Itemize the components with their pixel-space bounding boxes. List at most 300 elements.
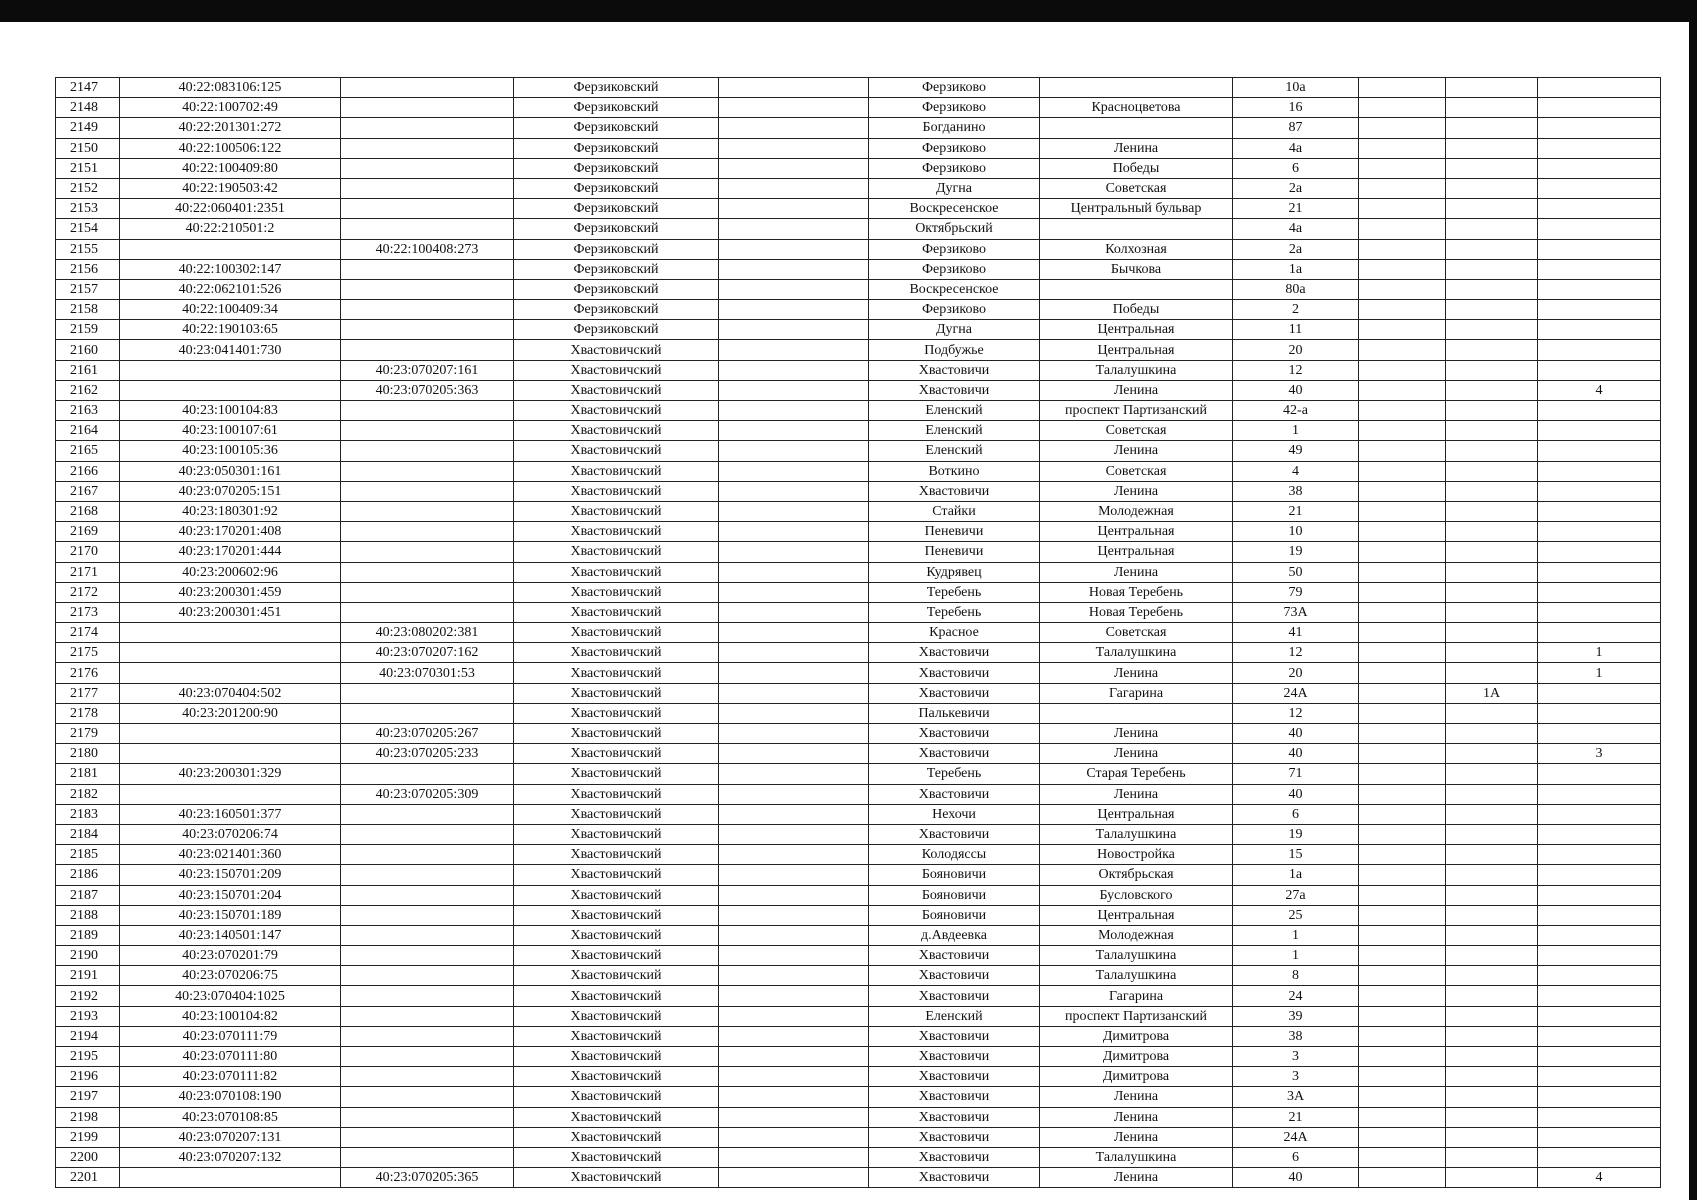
cadastral-number-cell: 40:23:021401:360 <box>120 845 341 865</box>
cadastral-number-cell: 40:23:200301:329 <box>120 764 341 784</box>
cadastral-number-cell <box>120 784 341 804</box>
row-number-cell: 2198 <box>56 1107 120 1127</box>
apartment-cell <box>1538 865 1661 885</box>
building-cadastral-number-cell <box>341 966 514 986</box>
building-cadastral-number-cell <box>341 300 514 320</box>
locality-type-cell <box>719 401 869 421</box>
row-number-cell: 2200 <box>56 1147 120 1167</box>
house-number-cell: 2 <box>1233 300 1359 320</box>
row-number-cell: 2160 <box>56 340 120 360</box>
table-row <box>56 804 1661 824</box>
street-cell <box>1040 219 1233 239</box>
table-row <box>56 824 1661 844</box>
locality-type-cell <box>719 259 869 279</box>
building-cell <box>1359 501 1446 521</box>
apartment-cell <box>1538 1067 1661 1087</box>
cadastral-number-cell <box>120 744 341 764</box>
building-cell <box>1359 259 1446 279</box>
locality-type-cell <box>719 683 869 703</box>
apartment-cell <box>1538 421 1661 441</box>
table-row <box>56 1047 1661 1067</box>
district-cell: Хвастовичский <box>514 380 719 400</box>
building-cell <box>1359 602 1446 622</box>
building-cell <box>1359 239 1446 259</box>
locality-type-cell <box>719 602 869 622</box>
building-cadastral-number-cell <box>341 501 514 521</box>
building-cadastral-number-cell: 40:23:070301:53 <box>341 663 514 683</box>
structure-cell <box>1446 946 1538 966</box>
house-number-cell: 40 <box>1233 724 1359 744</box>
table-row <box>56 683 1661 703</box>
cadastral-number-cell: 40:22:100409:80 <box>120 158 341 178</box>
row-number-cell: 2188 <box>56 905 120 925</box>
row-number-cell: 2189 <box>56 925 120 945</box>
table-row <box>56 219 1661 239</box>
street-cell <box>1040 78 1233 98</box>
structure-cell <box>1446 703 1538 723</box>
locality-type-cell <box>719 1067 869 1087</box>
apartment-cell <box>1538 1147 1661 1167</box>
apartment-cell <box>1538 138 1661 158</box>
house-number-cell: 41 <box>1233 623 1359 643</box>
locality-type-cell <box>719 1026 869 1046</box>
locality-type-cell <box>719 158 869 178</box>
locality-type-cell <box>719 98 869 118</box>
locality-type-cell <box>719 279 869 299</box>
building-cadastral-number-cell <box>341 219 514 239</box>
apartment-cell <box>1538 158 1661 178</box>
table-row <box>56 1006 1661 1026</box>
scan-top-border <box>0 0 1697 22</box>
street-cell: Димитрова <box>1040 1026 1233 1046</box>
street-cell: Ленина <box>1040 744 1233 764</box>
street-cell: Талалушкина <box>1040 946 1233 966</box>
street-cell: Ленина <box>1040 1087 1233 1107</box>
house-number-cell: 2а <box>1233 178 1359 198</box>
building-cell <box>1359 320 1446 340</box>
building-cell <box>1359 703 1446 723</box>
locality-type-cell <box>719 1107 869 1127</box>
table-row <box>56 1107 1661 1127</box>
locality-cell: Красное <box>869 623 1040 643</box>
building-cell <box>1359 1006 1446 1026</box>
row-number-cell: 2164 <box>56 421 120 441</box>
building-cell <box>1359 380 1446 400</box>
table-row <box>56 421 1661 441</box>
structure-cell <box>1446 441 1538 461</box>
structure-cell <box>1446 340 1538 360</box>
table-row <box>56 845 1661 865</box>
house-number-cell: 12 <box>1233 360 1359 380</box>
street-cell: Центральная <box>1040 320 1233 340</box>
locality-type-cell <box>719 562 869 582</box>
structure-cell <box>1446 1006 1538 1026</box>
row-number-cell: 2165 <box>56 441 120 461</box>
table-row <box>56 118 1661 138</box>
apartment-cell <box>1538 845 1661 865</box>
house-number-cell: 19 <box>1233 542 1359 562</box>
house-number-cell: 10а <box>1233 78 1359 98</box>
locality-cell: Хвастовичи <box>869 1127 1040 1147</box>
house-number-cell: 15 <box>1233 845 1359 865</box>
building-cadastral-number-cell <box>341 1107 514 1127</box>
table-row <box>56 885 1661 905</box>
apartment-cell <box>1538 300 1661 320</box>
row-number-cell: 2171 <box>56 562 120 582</box>
building-cell <box>1359 925 1446 945</box>
building-cadastral-number-cell <box>341 946 514 966</box>
locality-cell: Еленский <box>869 421 1040 441</box>
structure-cell <box>1446 905 1538 925</box>
building-cell <box>1359 683 1446 703</box>
table-row <box>56 582 1661 602</box>
street-cell: Победы <box>1040 158 1233 178</box>
apartment-cell <box>1538 239 1661 259</box>
cadastral-number-cell: 40:23:070205:151 <box>120 481 341 501</box>
locality-cell: Еленский <box>869 1006 1040 1026</box>
street-cell: Красноцветова <box>1040 98 1233 118</box>
table-row <box>56 239 1661 259</box>
house-number-cell: 40 <box>1233 784 1359 804</box>
table-row <box>56 562 1661 582</box>
cadastral-number-cell: 40:22:060401:2351 <box>120 199 341 219</box>
row-number-cell: 2186 <box>56 865 120 885</box>
locality-type-cell <box>719 643 869 663</box>
locality-cell: Бояновичи <box>869 905 1040 925</box>
locality-cell: Хвастовичи <box>869 744 1040 764</box>
locality-type-cell <box>719 1087 869 1107</box>
district-cell: Хвастовичский <box>514 1147 719 1167</box>
building-cell <box>1359 784 1446 804</box>
apartment-cell <box>1538 623 1661 643</box>
row-number-cell: 2175 <box>56 643 120 663</box>
district-cell: Хвастовичский <box>514 703 719 723</box>
locality-type-cell <box>719 300 869 320</box>
locality-type-cell <box>719 481 869 501</box>
cadastral-number-cell <box>120 239 341 259</box>
locality-cell: Хвастовичи <box>869 380 1040 400</box>
structure-cell <box>1446 663 1538 683</box>
building-cell <box>1359 865 1446 885</box>
building-cadastral-number-cell <box>341 683 514 703</box>
building-cell <box>1359 219 1446 239</box>
locality-cell: Хвастовичи <box>869 966 1040 986</box>
building-cell <box>1359 562 1446 582</box>
locality-type-cell <box>719 1127 869 1147</box>
building-cadastral-number-cell: 40:23:070207:161 <box>341 360 514 380</box>
locality-type-cell <box>719 824 869 844</box>
locality-cell: Хвастовичи <box>869 986 1040 1006</box>
row-number-cell: 2172 <box>56 582 120 602</box>
structure-cell <box>1446 461 1538 481</box>
house-number-cell: 21 <box>1233 1107 1359 1127</box>
building-cadastral-number-cell <box>341 1127 514 1147</box>
house-number-cell: 1а <box>1233 865 1359 885</box>
apartment-cell <box>1538 784 1661 804</box>
building-cell <box>1359 764 1446 784</box>
locality-cell: Хвастовичи <box>869 663 1040 683</box>
building-cell <box>1359 158 1446 178</box>
house-number-cell: 6 <box>1233 804 1359 824</box>
cadastral-number-cell: 40:22:190103:65 <box>120 320 341 340</box>
structure-cell <box>1446 925 1538 945</box>
apartment-cell <box>1538 1127 1661 1147</box>
locality-cell: Дугна <box>869 178 1040 198</box>
locality-cell: Ферзиково <box>869 300 1040 320</box>
row-number-cell: 2194 <box>56 1026 120 1046</box>
district-cell: Ферзиковский <box>514 118 719 138</box>
row-number-cell: 2183 <box>56 804 120 824</box>
district-cell: Хвастовичский <box>514 542 719 562</box>
row-number-cell: 2154 <box>56 219 120 239</box>
structure-cell <box>1446 1168 1538 1188</box>
house-number-cell: 1а <box>1233 259 1359 279</box>
cadastral-number-cell: 40:23:070404:502 <box>120 683 341 703</box>
table-row <box>56 744 1661 764</box>
district-cell: Хвастовичский <box>514 804 719 824</box>
table-row <box>56 865 1661 885</box>
locality-cell: Хвастовичи <box>869 1087 1040 1107</box>
row-number-cell: 2195 <box>56 1047 120 1067</box>
locality-type-cell <box>719 421 869 441</box>
structure-cell <box>1446 986 1538 1006</box>
district-cell: Хвастовичский <box>514 724 719 744</box>
structure-cell <box>1446 1107 1538 1127</box>
building-cell <box>1359 401 1446 421</box>
street-cell: Центральный бульвар <box>1040 199 1233 219</box>
locality-type-cell <box>719 360 869 380</box>
building-cadastral-number-cell: 40:22:100408:273 <box>341 239 514 259</box>
locality-cell: Хвастовичи <box>869 1168 1040 1188</box>
building-cadastral-number-cell <box>341 885 514 905</box>
building-cadastral-number-cell <box>341 582 514 602</box>
cadastral-number-cell: 40:22:201301:272 <box>120 118 341 138</box>
locality-cell: Хвастовичи <box>869 683 1040 703</box>
row-number-cell: 2184 <box>56 824 120 844</box>
cadastral-number-cell: 40:23:070111:80 <box>120 1047 341 1067</box>
district-cell: Ферзиковский <box>514 259 719 279</box>
cadastral-number-cell: 40:23:070206:75 <box>120 966 341 986</box>
locality-type-cell <box>719 239 869 259</box>
table-row <box>56 501 1661 521</box>
table-row <box>56 905 1661 925</box>
building-cell <box>1359 441 1446 461</box>
cadastral-number-cell: 40:23:070206:74 <box>120 824 341 844</box>
district-cell: Хвастовичский <box>514 522 719 542</box>
district-cell: Хвастовичский <box>514 623 719 643</box>
structure-cell <box>1446 118 1538 138</box>
street-cell: Октябрьская <box>1040 865 1233 885</box>
building-cell <box>1359 138 1446 158</box>
row-number-cell: 2177 <box>56 683 120 703</box>
building-cadastral-number-cell <box>341 703 514 723</box>
building-cell <box>1359 724 1446 744</box>
locality-type-cell <box>719 320 869 340</box>
street-cell: Центральная <box>1040 905 1233 925</box>
cadastral-number-cell <box>120 643 341 663</box>
district-cell: Хвастовичский <box>514 401 719 421</box>
building-cell <box>1359 804 1446 824</box>
locality-cell: Еленский <box>869 401 1040 421</box>
street-cell: проспект Партизанский <box>1040 1006 1233 1026</box>
structure-cell <box>1446 1026 1538 1046</box>
row-number-cell: 2167 <box>56 481 120 501</box>
district-cell: Хвастовичский <box>514 683 719 703</box>
apartment-cell <box>1538 199 1661 219</box>
row-number-cell: 2201 <box>56 1168 120 1188</box>
apartment-cell <box>1538 320 1661 340</box>
house-number-cell: 87 <box>1233 118 1359 138</box>
district-cell: Хвастовичский <box>514 663 719 683</box>
house-number-cell: 27а <box>1233 885 1359 905</box>
building-cell <box>1359 1067 1446 1087</box>
locality-type-cell <box>719 542 869 562</box>
cadastral-number-cell: 40:23:070108:190 <box>120 1087 341 1107</box>
cadastral-number-cell: 40:23:180301:92 <box>120 501 341 521</box>
house-number-cell: 4 <box>1233 461 1359 481</box>
building-cell <box>1359 946 1446 966</box>
apartment-cell: 1 <box>1538 663 1661 683</box>
locality-type-cell <box>719 623 869 643</box>
row-number-cell: 2159 <box>56 320 120 340</box>
street-cell: Талалушкина <box>1040 1147 1233 1167</box>
apartment-cell <box>1538 481 1661 501</box>
building-cadastral-number-cell <box>341 138 514 158</box>
house-number-cell: 3 <box>1233 1067 1359 1087</box>
table-row <box>56 340 1661 360</box>
district-cell: Ферзиковский <box>514 219 719 239</box>
locality-type-cell <box>719 1006 869 1026</box>
apartment-cell <box>1538 602 1661 622</box>
building-cell <box>1359 1047 1446 1067</box>
table-row <box>56 1026 1661 1046</box>
house-number-cell: 49 <box>1233 441 1359 461</box>
house-number-cell: 38 <box>1233 1026 1359 1046</box>
district-cell: Хвастовичский <box>514 946 719 966</box>
structure-cell <box>1446 542 1538 562</box>
locality-cell: Хвастовичи <box>869 1026 1040 1046</box>
cadastral-number-cell: 40:23:201200:90 <box>120 703 341 723</box>
street-cell <box>1040 118 1233 138</box>
house-number-cell: 3А <box>1233 1087 1359 1107</box>
district-cell: Ферзиковский <box>514 279 719 299</box>
row-number-cell: 2163 <box>56 401 120 421</box>
apartment-cell <box>1538 401 1661 421</box>
house-number-cell: 73А <box>1233 602 1359 622</box>
locality-cell: Хвастовичи <box>869 784 1040 804</box>
apartment-cell <box>1538 1087 1661 1107</box>
building-cadastral-number-cell <box>341 986 514 1006</box>
table-row <box>56 1067 1661 1087</box>
structure-cell <box>1446 239 1538 259</box>
locality-cell: Бояновичи <box>869 865 1040 885</box>
street-cell: Центральная <box>1040 804 1233 824</box>
building-cadastral-number-cell <box>341 522 514 542</box>
building-cell <box>1359 522 1446 542</box>
structure-cell <box>1446 784 1538 804</box>
street-cell: Гагарина <box>1040 986 1233 1006</box>
house-number-cell: 4а <box>1233 138 1359 158</box>
building-cadastral-number-cell: 40:23:070205:363 <box>341 380 514 400</box>
district-cell: Хвастовичский <box>514 562 719 582</box>
structure-cell <box>1446 602 1538 622</box>
table-row <box>56 764 1661 784</box>
district-cell: Ферзиковский <box>514 98 719 118</box>
house-number-cell: 38 <box>1233 481 1359 501</box>
structure-cell <box>1446 401 1538 421</box>
structure-cell <box>1446 1127 1538 1147</box>
locality-cell: Хвастовичи <box>869 1147 1040 1167</box>
building-cell <box>1359 986 1446 1006</box>
locality-type-cell <box>719 663 869 683</box>
building-cadastral-number-cell <box>341 178 514 198</box>
structure-cell <box>1446 320 1538 340</box>
row-number-cell: 2197 <box>56 1087 120 1107</box>
street-cell: Новая Теребень <box>1040 582 1233 602</box>
locality-type-cell <box>719 865 869 885</box>
district-cell: Хвастовичский <box>514 986 719 1006</box>
district-cell: Хвастовичский <box>514 1107 719 1127</box>
district-cell: Хвастовичский <box>514 744 719 764</box>
street-cell: Старая Теребень <box>1040 764 1233 784</box>
building-cell <box>1359 744 1446 764</box>
table-row <box>56 320 1661 340</box>
street-cell: Ленина <box>1040 1107 1233 1127</box>
locality-type-cell <box>719 178 869 198</box>
house-number-cell: 40 <box>1233 744 1359 764</box>
locality-cell: Дугна <box>869 320 1040 340</box>
locality-type-cell <box>719 461 869 481</box>
building-cadastral-number-cell <box>341 199 514 219</box>
cadastral-number-cell: 40:22:210501:2 <box>120 219 341 239</box>
row-number-cell: 2192 <box>56 986 120 1006</box>
locality-cell: Бояновичи <box>869 885 1040 905</box>
structure-cell <box>1446 1067 1538 1087</box>
street-cell: Димитрова <box>1040 1047 1233 1067</box>
district-cell: Хвастовичский <box>514 865 719 885</box>
house-number-cell: 71 <box>1233 764 1359 784</box>
building-cadastral-number-cell <box>341 925 514 945</box>
apartment-cell <box>1538 986 1661 1006</box>
table-row <box>56 663 1661 683</box>
building-cell <box>1359 98 1446 118</box>
district-cell: Хвастовичский <box>514 1047 719 1067</box>
building-cell <box>1359 481 1446 501</box>
row-number-cell: 2180 <box>56 744 120 764</box>
apartment-cell: 3 <box>1538 744 1661 764</box>
locality-type-cell <box>719 582 869 602</box>
table-row <box>56 360 1661 380</box>
building-cadastral-number-cell <box>341 845 514 865</box>
structure-cell <box>1446 966 1538 986</box>
locality-cell: Теребень <box>869 764 1040 784</box>
district-cell: Хвастовичский <box>514 582 719 602</box>
building-cell <box>1359 845 1446 865</box>
building-cell <box>1359 582 1446 602</box>
apartment-cell <box>1538 118 1661 138</box>
row-number-cell: 2190 <box>56 946 120 966</box>
house-number-cell: 19 <box>1233 824 1359 844</box>
cadastral-number-cell: 40:22:190503:42 <box>120 178 341 198</box>
district-cell: Ферзиковский <box>514 138 719 158</box>
locality-cell: Подбужье <box>869 340 1040 360</box>
structure-cell <box>1446 300 1538 320</box>
apartment-cell <box>1538 724 1661 744</box>
locality-type-cell <box>719 724 869 744</box>
locality-cell: Ферзиково <box>869 259 1040 279</box>
street-cell: Новостройка <box>1040 845 1233 865</box>
building-cadastral-number-cell <box>341 1047 514 1067</box>
